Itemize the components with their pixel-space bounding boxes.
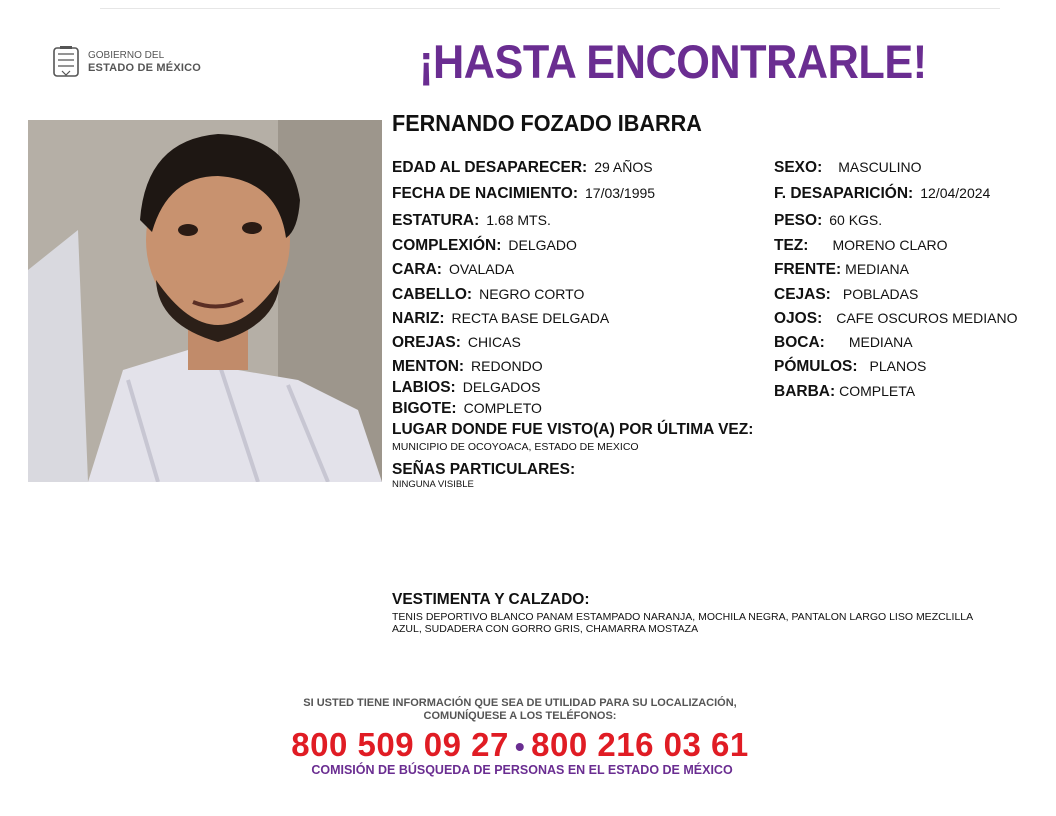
phone-number-1[interactable]: 800 509 09 27 [291,726,509,763]
clothing-heading: VESTIMENTA Y CALZADO: [392,591,590,608]
field-label: FRENTE: [774,261,842,278]
field-label: EDAD AL DESAPARECER: [392,159,588,176]
field-label: LABIOS: [392,379,456,396]
field-value: MORENO CLARO [832,237,948,253]
field-value: CHICAS [467,334,521,350]
field-birth-date [392,184,655,203]
field-value: 1.68 MTS. [486,212,551,228]
field-value: COMPLETA [839,383,916,399]
last-seen-value: MUNICIPIO DE OCOYOACA, ESTADO DE MEXICO [392,441,639,453]
headline: ¡HASTA ENCONTRARLE! [419,35,927,88]
top-divider [100,8,1000,9]
field-label: FECHA DE NACIMIENTO: [392,185,578,202]
field-value: COMPLETO [463,400,542,416]
field-sex [774,158,921,177]
field-label: ESTATURA: [392,212,480,229]
field-label: CABELLO: [392,286,473,303]
field-value: MEDIANA [845,261,909,277]
state-government-logo [50,44,201,80]
field-value: NEGRO CORTO [479,286,585,302]
field-label: COMPLEXIÓN: [392,237,502,254]
phone-numbers [0,726,1040,764]
clothing-line-1: TENIS DEPORTIVO BLANCO PANAM ESTAMPADO NARANJA, MOCHILA NEGRA, PANTALON LARGO LISO MEZCLILLA [392,611,974,623]
field-label: MENTON: [392,358,465,375]
field-ears [392,333,521,352]
field-label: OJOS: [774,310,823,327]
coat-of-arms-icon [50,44,82,80]
phone-number-2[interactable]: 800 216 03 61 [531,726,749,763]
field-value: OVALADA [448,261,515,277]
field-value: REDONDO [471,358,543,374]
missing-person-photo [28,120,382,482]
field-label: PÓMULOS: [774,358,858,375]
field-value: MASCULINO [838,159,922,175]
field-label: CARA: [392,261,442,278]
field-forehead [774,260,909,279]
field-value: 29 AÑOS [594,159,653,175]
field-label: PESO: [774,212,823,229]
field-complexion [774,236,948,255]
field-cheekbones [774,357,926,376]
field-value: DELGADO [508,237,577,253]
clothing-line-2: AZUL, SUDADERA CON GORRO GRIS, CHAMARRA MOSTAZA [392,623,699,635]
field-eyebrows [774,285,918,304]
person-portrait-icon [28,120,382,482]
field-label: F. DESAPARICIÓN: [774,185,914,202]
field-value: MEDIANA [848,334,913,350]
last-seen-heading: LUGAR DONDE FUE VISTO(A) POR ÚLTIMA VEZ: [392,421,754,438]
field-label: CEJAS: [774,286,831,303]
info-line-2: COMUNÍQUESE A LOS TELÉFONOS: [423,710,617,722]
field-label: NARIZ: [392,310,445,327]
field-mustache [392,399,542,418]
field-nose [392,309,609,328]
field-label: BOCA: [774,334,825,351]
field-age [392,158,653,177]
marks-value: NINGUNA VISIBLE [392,479,474,490]
field-value: DELGADOS [462,379,541,395]
field-hair [392,285,584,304]
logo-line2: ESTADO DE MÉXICO [88,62,202,74]
agency-name: COMISIÓN DE BÚSQUEDA DE PERSONAS EN EL ESTADO DE MÉXICO [311,763,733,777]
marks-heading: SEÑAS PARTICULARES: [392,461,576,478]
field-chin [392,357,543,376]
field-label: OREJAS: [392,334,461,351]
field-mouth [774,333,913,352]
field-build [392,236,577,255]
field-value: 60 KGS. [829,212,883,228]
field-height [392,211,551,230]
info-line-1: SI USTED TIENE INFORMACIÓN QUE SEA DE UTILIDAD PARA SU LOCALIZACIÓN, [303,697,737,709]
field-face [392,260,514,279]
phone-separator: • [514,731,526,762]
field-value: POBLADAS [842,286,919,302]
field-label: BARBA: [774,383,836,400]
field-value: CAFE OSCUROS MEDIANO [836,310,1018,326]
field-beard [774,382,915,401]
field-label: BIGOTE: [392,400,457,417]
logo-line1: GOBIERNO DEL [88,50,165,61]
person-name: FERNANDO FOZADO IBARRA [392,110,702,136]
field-value: 17/03/1995 [585,185,656,201]
field-value: RECTA BASE DELGADA [451,310,610,326]
field-label: SEXO: [774,159,823,176]
field-disappearance-date [774,184,990,203]
field-label: TEZ: [774,237,809,254]
field-value: PLANOS [869,358,927,374]
field-weight [774,211,882,230]
field-lips [392,378,541,397]
field-eyes [774,309,1017,328]
field-value: 12/04/2024 [920,185,991,201]
